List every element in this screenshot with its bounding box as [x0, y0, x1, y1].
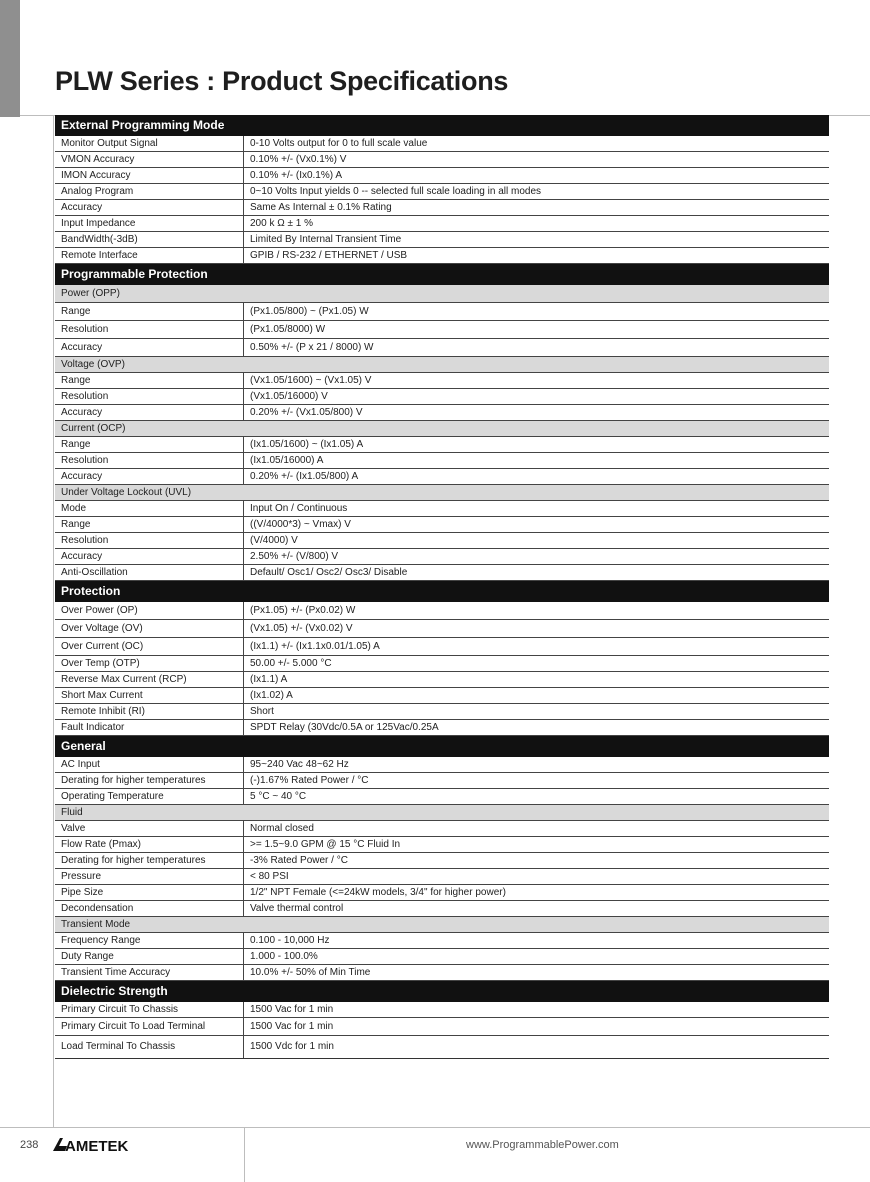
spec-label: Over Power (OP) [55, 602, 244, 619]
spec-value: 0.10% +/- (Ix0.1%) A [250, 170, 342, 181]
spec-value: 0.50% +/- (P x 21 / 8000) W [250, 342, 374, 353]
spec-row [55, 501, 829, 517]
spec-row [55, 965, 829, 981]
spec-value: Normal closed [250, 823, 314, 834]
spec-row [55, 1018, 829, 1036]
section-header-protection [55, 581, 829, 602]
page-title: PLW Series : Product Specifications [55, 66, 509, 96]
subsection-title: Voltage (OVP) [61, 359, 125, 370]
spec-value: 50.00 +/- 5.000 °C [250, 658, 332, 669]
spec-value: (V/4000) V [250, 535, 298, 546]
spec-label: Accuracy [55, 200, 244, 215]
spec-label: Frequency Range [55, 933, 244, 948]
spec-row [55, 405, 829, 421]
section-title: External Programming Mode [61, 118, 225, 132]
subsection-title: Under Voltage Lockout (UVL) [61, 487, 192, 498]
spec-label: AC Input [55, 757, 244, 772]
spec-value: 0~10 Volts Input yields 0 -- selected full scale loading in all modes [250, 186, 542, 197]
spec-label: Mode [55, 501, 244, 516]
spec-label: Short Max Current [55, 688, 244, 703]
spec-label: Fault Indicator [55, 720, 244, 735]
spec-value: 1500 Vdc for 1 min [250, 1041, 334, 1052]
footer-divider [0, 1127, 870, 1128]
spec-row [55, 373, 829, 389]
spec-label: Over Current (OC) [55, 638, 244, 655]
spec-label: Duty Range [55, 949, 244, 964]
spec-row [55, 437, 829, 453]
spec-row [55, 248, 829, 264]
spec-value: 1500 Vac for 1 min [250, 1004, 334, 1015]
spec-value: (-)1.67% Rated Power / °C [250, 775, 369, 786]
spec-value: SPDT Relay (30Vdc/0.5A or 125Vac/0.25A [250, 722, 439, 733]
spec-value: 1500 Vac for 1 min [250, 1021, 334, 1032]
spec-label: VMON Accuracy [55, 152, 244, 167]
spec-label: Resolution [55, 389, 244, 404]
section-title: General [61, 739, 106, 753]
left-margin-rule [53, 116, 54, 1127]
footer-column-divider [244, 1128, 245, 1182]
spec-value: 95~240 Vac 48~62 Hz [250, 759, 349, 770]
spec-row [55, 389, 829, 405]
spec-label: Accuracy [55, 405, 244, 420]
spec-row [55, 949, 829, 965]
subsection-header-fluid [55, 805, 829, 821]
spec-value: Same As Internal ± 0.1% Rating [250, 202, 392, 213]
spec-row [55, 453, 829, 469]
spec-value: 1/2" NPT Female (<=24kW models, 3/4" for higher power) [250, 887, 506, 898]
spec-row [55, 656, 829, 672]
spec-value: 0.100 - 10,000 Hz [250, 935, 330, 946]
spec-value: Short [250, 706, 274, 717]
spec-value: Limited By Internal Transient Time [250, 234, 402, 245]
spec-label: Resolution [55, 321, 244, 338]
spec-value: (Vx1.05) +/- (Vx0.02) V [250, 623, 353, 634]
spec-value: (Px1.05/8000) W [250, 324, 326, 335]
spec-row [55, 517, 829, 533]
footer-url[interactable]: www.ProgrammablePower.com [466, 1139, 619, 1151]
section-title: Protection [61, 584, 121, 598]
spec-row [55, 933, 829, 949]
subsection-title: Fluid [61, 807, 83, 818]
spec-value: (Ix1.1) A [250, 674, 288, 685]
spec-value: Input On / Continuous [250, 503, 348, 514]
spec-row [55, 773, 829, 789]
spec-value: 0-10 Volts output for 0 to full scale value [250, 138, 428, 149]
spec-label: Resolution [55, 453, 244, 468]
spec-value: GPIB / RS-232 / ETHERNET / USB [250, 250, 408, 261]
spec-label: IMON Accuracy [55, 168, 244, 183]
subsection-header-uvl [55, 485, 829, 501]
spec-label: Over Voltage (OV) [55, 620, 244, 637]
spec-row [55, 757, 829, 773]
spec-label: Load Terminal To Chassis [55, 1036, 244, 1058]
spec-row [55, 789, 829, 805]
spec-value: ((V/4000*3) ~ Vmax) V [250, 519, 351, 530]
spec-label: Transient Time Accuracy [55, 965, 244, 980]
spec-row [55, 704, 829, 720]
subsection-header-opp [55, 285, 829, 303]
spec-value: (Ix1.05/16000) A [250, 455, 324, 466]
spec-label: Pressure [55, 869, 244, 884]
spec-label: Accuracy [55, 339, 244, 356]
spec-value: 0.20% +/- (Ix1.05/800) A [250, 471, 359, 482]
spec-value: 5 °C ~ 40 °C [250, 791, 307, 802]
section-title: Programmable Protection [61, 267, 208, 281]
spec-value: 1.000 - 100.0% [250, 951, 318, 962]
spec-label: Range [55, 437, 244, 452]
section-header-dielectric-strength [55, 981, 829, 1002]
section-header-programmable-protection [55, 264, 829, 285]
subsection-header-ocp [55, 421, 829, 437]
spec-row [55, 885, 829, 901]
ametek-logo-text: AMETEK [65, 1138, 129, 1155]
spec-label: Flow Rate (Pmax) [55, 837, 244, 852]
spec-label: Resolution [55, 533, 244, 548]
spec-label: Accuracy [55, 549, 244, 564]
spec-label: Anti-Oscillation [55, 565, 244, 580]
subsection-title: Transient Mode [61, 919, 131, 930]
subsection-header-ovp [55, 357, 829, 373]
spec-row [55, 688, 829, 704]
spec-row [55, 339, 829, 357]
spec-row [55, 620, 829, 638]
spec-row [55, 303, 829, 321]
spec-row [55, 1036, 829, 1058]
spec-label: Remote Interface [55, 248, 244, 263]
spec-value: (Ix1.1) +/- (Ix1.1x0.01/1.05) A [250, 641, 380, 652]
spec-row [55, 152, 829, 168]
spec-label: Range [55, 303, 244, 320]
spec-row [55, 869, 829, 885]
spec-label: Range [55, 373, 244, 388]
spec-label: BandWidth(-3dB) [55, 232, 244, 247]
spec-label: Analog Program [55, 184, 244, 199]
spec-label: Accuracy [55, 469, 244, 484]
spec-value: (Vx1.05/16000) V [250, 391, 328, 402]
spec-label: Derating for higher temperatures [55, 773, 244, 788]
spec-value: (Px1.05/800) ~ (Px1.05) W [250, 306, 369, 317]
spec-row [55, 901, 829, 917]
subsection-header-transient [55, 917, 829, 933]
spec-value: Default/ Osc1/ Osc2/ Osc3/ Disable [250, 567, 408, 578]
spec-row [55, 184, 829, 200]
spec-value: (Ix1.02) A [250, 690, 293, 701]
spec-value: 10.0% +/- 50% of Min Time [250, 967, 371, 978]
spec-row [55, 602, 829, 620]
spec-row [55, 672, 829, 688]
spec-label: Over Temp (OTP) [55, 656, 244, 671]
spec-value: (Vx1.05/1600) ~ (Vx1.05) V [250, 375, 372, 386]
spec-value: >= 1.5~9.0 GPM @ 15 °C Fluid In [250, 839, 401, 850]
spec-label: Input Impedance [55, 216, 244, 231]
spec-row [55, 549, 829, 565]
spec-value: < 80 PSI [250, 871, 289, 882]
ametek-logo [53, 1135, 135, 1155]
spec-value: 0.20% +/- (Vx1.05/800) V [250, 407, 363, 418]
spec-label: Primary Circuit To Load Terminal [55, 1018, 244, 1035]
spec-row [55, 136, 829, 152]
spec-row [55, 216, 829, 232]
spec-value: -3% Rated Power / °C [250, 855, 348, 866]
spec-row [55, 469, 829, 485]
spec-label: Pipe Size [55, 885, 244, 900]
spec-label: Range [55, 517, 244, 532]
specifications-table [55, 115, 829, 1059]
spec-label: Remote Inhibit (RI) [55, 704, 244, 719]
spec-row [55, 821, 829, 837]
spec-label: Monitor Output Signal [55, 136, 244, 151]
spec-value: 0.10% +/- (Vx0.1%) V [250, 154, 347, 165]
spec-label: Valve [55, 821, 244, 836]
subsection-title: Power (OPP) [61, 288, 120, 299]
spec-row [55, 837, 829, 853]
spec-row [55, 853, 829, 869]
section-title: Dielectric Strength [61, 984, 168, 998]
spec-value: (Px1.05) +/- (Px0.02) W [250, 605, 356, 616]
page-number: 238 [20, 1139, 39, 1151]
spec-value: 200 k Ω ± 1 % [250, 218, 313, 229]
spec-row [55, 565, 829, 581]
spec-row [55, 168, 829, 184]
section-header-external-programming [55, 115, 829, 136]
subsection-title: Current (OCP) [61, 423, 126, 434]
spec-row [55, 638, 829, 656]
spec-label: Primary Circuit To Chassis [55, 1002, 244, 1017]
spec-row [55, 232, 829, 248]
spec-row [55, 1002, 829, 1018]
spec-label: Reverse Max Current (RCP) [55, 672, 244, 687]
spec-row [55, 533, 829, 549]
spec-value: 2.50% +/- (V/800) V [250, 551, 339, 562]
spec-row [55, 321, 829, 339]
spec-label: Operating Temperature [55, 789, 244, 804]
side-tab-bar [0, 0, 20, 117]
spec-value: (Ix1.05/1600) ~ (Ix1.05) A [250, 439, 364, 450]
spec-row [55, 200, 829, 216]
spec-label: Derating for higher temperatures [55, 853, 244, 868]
section-header-general [55, 736, 829, 757]
spec-label: Decondensation [55, 901, 244, 916]
spec-row [55, 720, 829, 736]
spec-value: Valve thermal control [250, 903, 344, 914]
